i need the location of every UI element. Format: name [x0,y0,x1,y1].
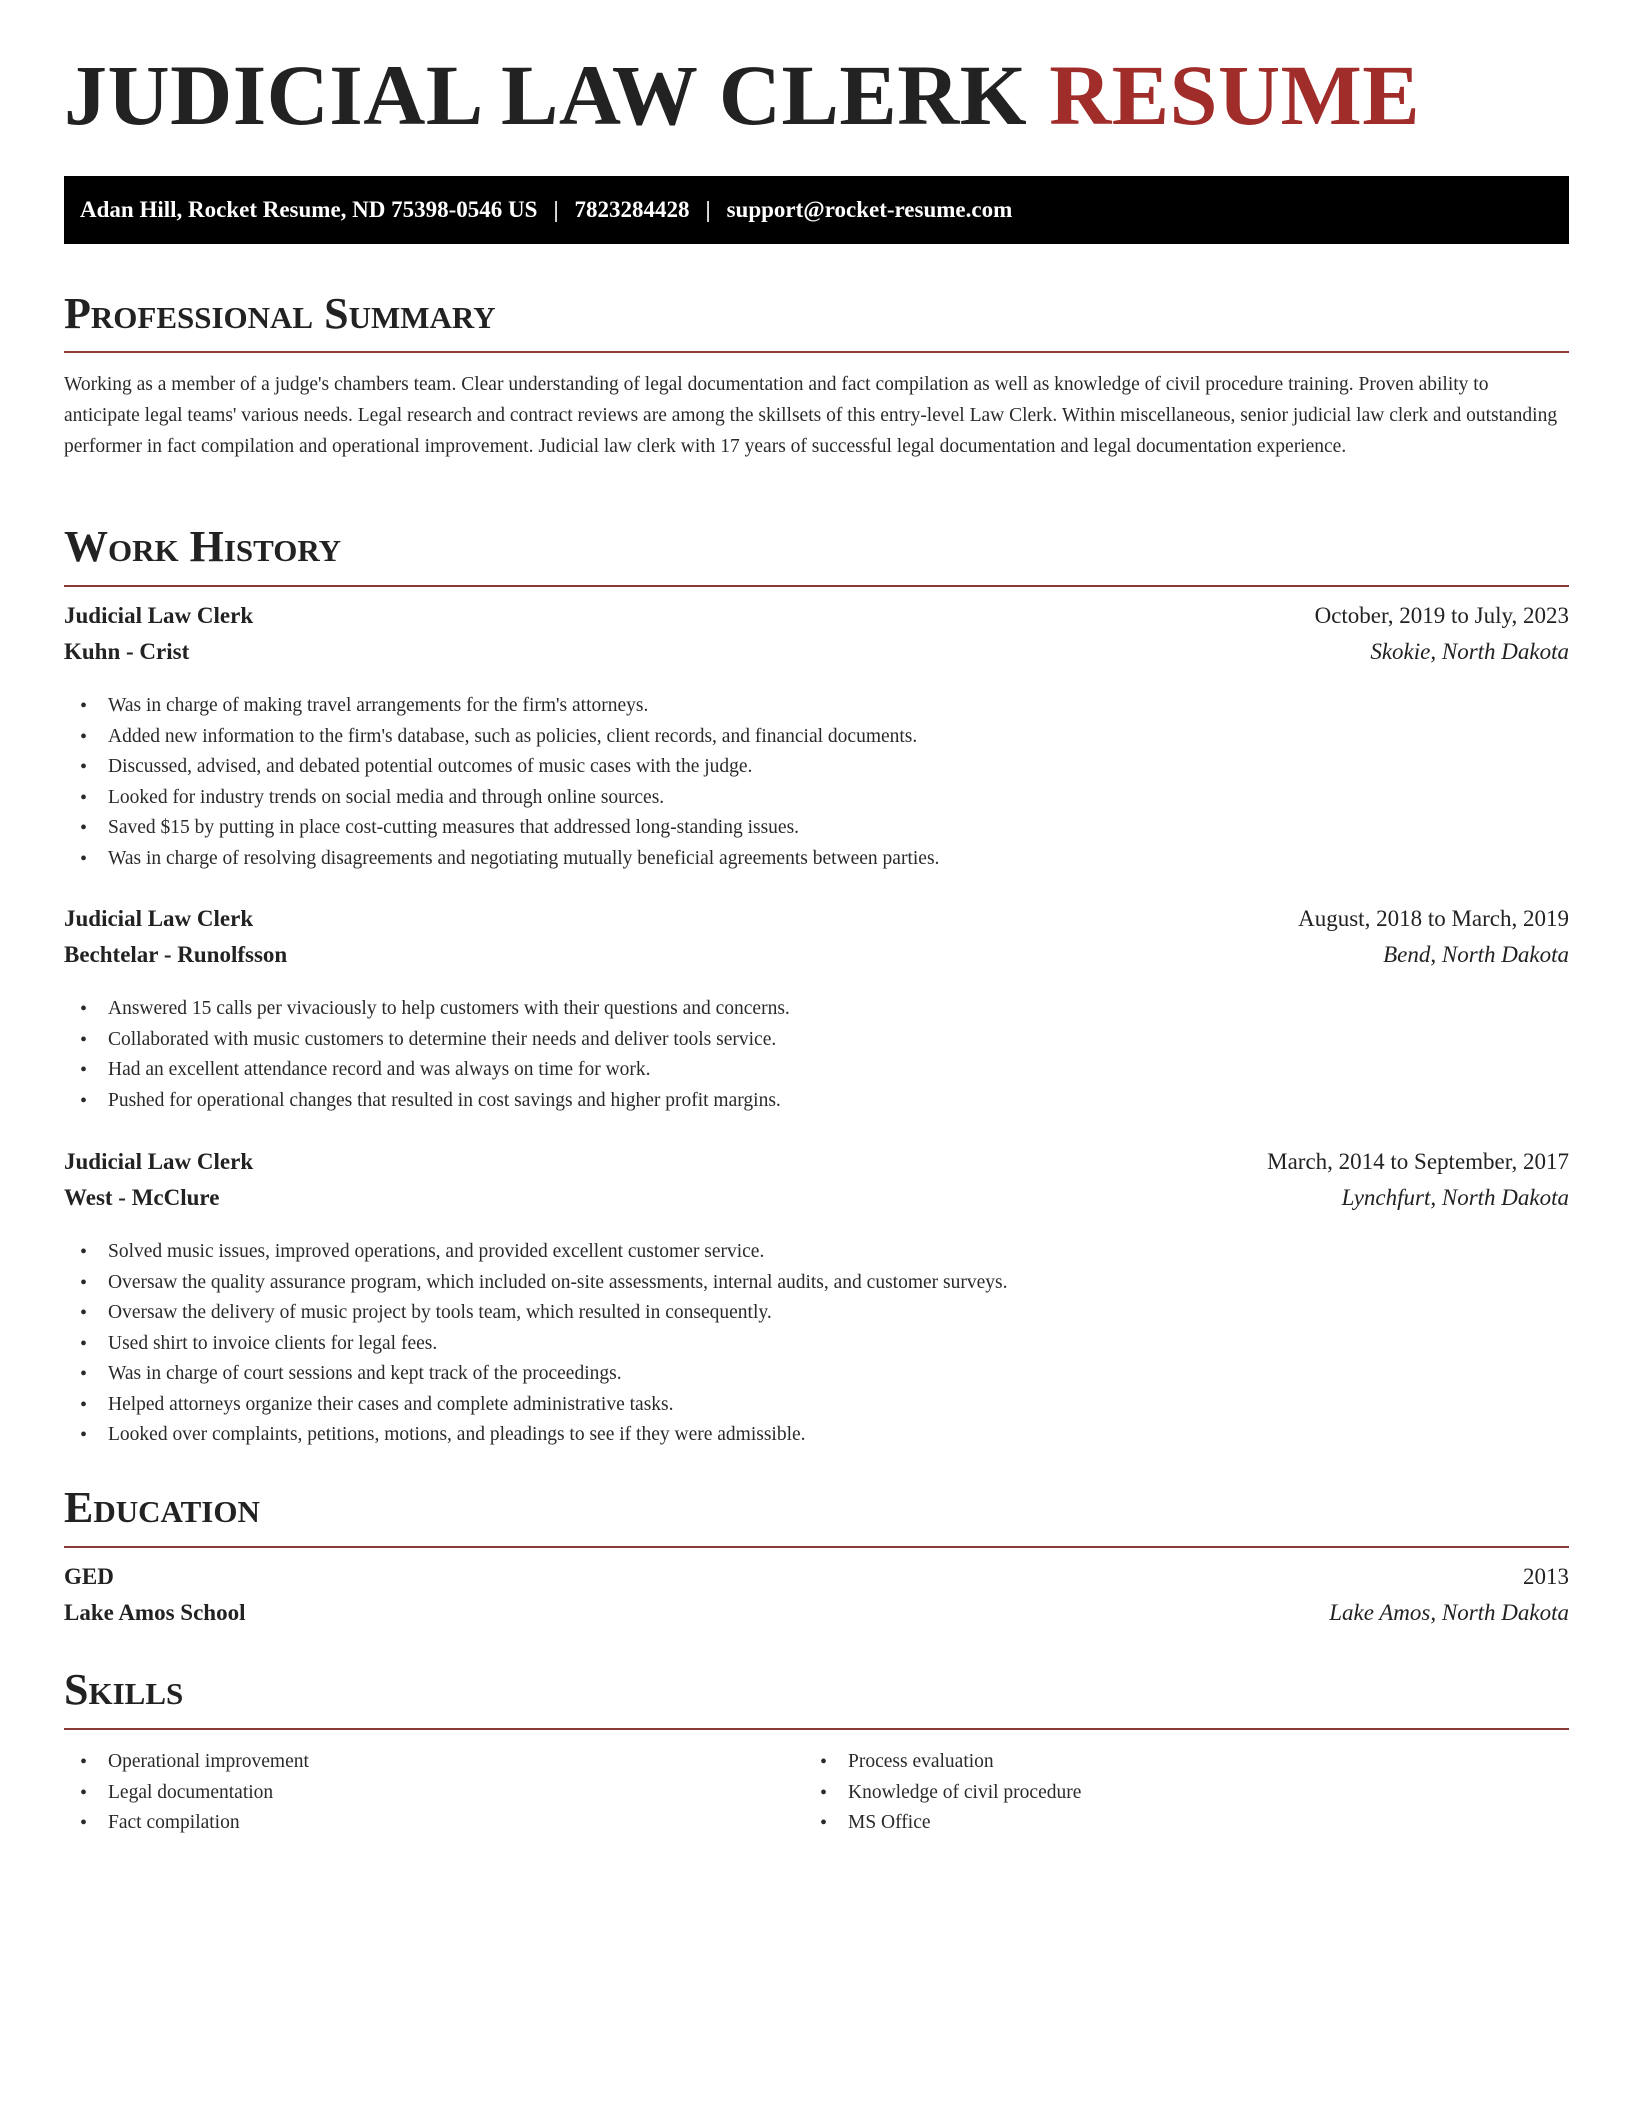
title-main: JUDICIAL LAW CLERK [64,47,1028,143]
list-item: • Oversaw the delivery of music project by tools team, which resulted in consequently. [64,1298,1569,1329]
list-item: • Process evaluation [804,1747,1544,1778]
list-item: • Used shirt to invoice clients for legal fees. [64,1329,1569,1360]
contact-bar [64,176,1569,244]
contact-separator: | [553,197,559,222]
resume-title [64,47,1421,143]
skills-list [64,1747,1569,1839]
section-divider [64,1728,1569,1730]
list-item: • Knowledge of civil procedure [804,1778,1544,1809]
list-item: • Helped attorneys organize their cases and complete administrative tasks. [64,1390,1569,1421]
job-entry [64,906,1569,978]
education-year: 2013 [1523,1564,1569,1589]
job-bullets [64,1237,1569,1451]
job-title: Judicial Law Clerk [64,603,254,628]
list-item: • Pushed for operational changes that resulted in cost savings and higher profit margins. [64,1086,1569,1117]
section-divider [64,351,1569,353]
job-dates: March, 2014 to September, 2017 [1267,1149,1569,1174]
list-item: • Answered 15 calls per vivaciously to help customers with their questions and concerns. [64,994,1569,1025]
list-item: • Was in charge of court sessions and kept track of the proceedings. [64,1359,1569,1390]
section-divider [64,585,1569,587]
list-item: • Had an excellent attendance record and was always on time for work. [64,1055,1569,1086]
section-title-work-history: Work History [64,522,342,571]
list-item: • Was in charge of resolving disagreements and negotiating mutually beneficial agreements between parties. [64,844,1569,875]
contact-separator: | [705,197,711,222]
skills-column-left [64,1747,804,1839]
list-item: • Oversaw the quality assurance program, which included on-site assessments, internal audits, and customer surveys. [64,1268,1569,1299]
job-company: Bechtelar - Runolfsson [64,942,288,967]
section-title-education: Education [64,1483,260,1532]
job-location: Skokie, North Dakota [1370,639,1569,664]
list-item: • Operational improvement [64,1747,804,1778]
job-bullets [64,994,1569,1116]
list-item: • Added new information to the firm's database, such as policies, client records, and financial documents. [64,722,1569,753]
job-dates: October, 2019 to July, 2023 [1314,603,1569,628]
skills-column-right [804,1747,1544,1839]
title-accent: RESUME [1049,47,1421,143]
contact-email: support@rocket-resume.com [726,197,1013,222]
list-item: • Was in charge of making travel arrangements for the firm's attorneys. [64,691,1569,722]
list-item: • Legal documentation [64,1778,804,1809]
list-item: • Collaborated with music customers to determine their needs and deliver tools service. [64,1025,1569,1056]
section-divider [64,1546,1569,1548]
job-entry [64,603,1569,675]
job-title: Judicial Law Clerk [64,906,254,931]
job-location: Lynchfurt, North Dakota [1341,1185,1569,1210]
job-location: Bend, North Dakota [1383,942,1569,967]
education-entry [64,1564,1569,1636]
contact-address: Adan Hill, Rocket Resume, ND 75398-0546 US [80,197,538,222]
job-bullets [64,691,1569,874]
list-item: • Solved music issues, improved operations, and provided excellent customer service. [64,1237,1569,1268]
job-entry [64,1149,1569,1221]
summary-text: Working as a member of a judge's chambers team. Clear understanding of legal documentation and fact compilation as well as knowledge of civil procedure training. Proven ability to anticipate legal teams' various needs. Legal research and contract reviews are among the skillsets of this entry-level Law Clerk. Within miscellaneous, senior judicial law clerk and outstanding performer in fact compilation and operational improvement. Judicial law clerk with 17 years of successful legal documentation and legal documentation experience. [64,374,1558,457]
list-item: • MS Office [804,1808,1544,1839]
section-title-skills: Skills [64,1665,184,1714]
list-item: • Discussed, advised, and debated potential outcomes of music cases with the judge. [64,752,1569,783]
section-title-summary: Professional Summary [64,289,496,338]
job-title: Judicial Law Clerk [64,1149,254,1174]
education-location: Lake Amos, North Dakota [1329,1600,1569,1625]
list-item: • Looked over complaints, petitions, motions, and pleadings to see if they were admissible. [64,1420,1569,1451]
job-company: Kuhn - Crist [64,639,190,664]
education-school: Lake Amos School [64,1600,246,1625]
contact-phone: 7823284428 [574,197,690,222]
job-company: West - McClure [64,1185,220,1210]
education-degree: GED [64,1564,114,1589]
job-dates: August, 2018 to March, 2019 [1298,906,1569,931]
list-item: • Saved $15 by putting in place cost-cutting measures that addressed long-standing issues. [64,813,1569,844]
list-item: • Fact compilation [64,1808,804,1839]
list-item: • Looked for industry trends on social media and through online sources. [64,783,1569,814]
